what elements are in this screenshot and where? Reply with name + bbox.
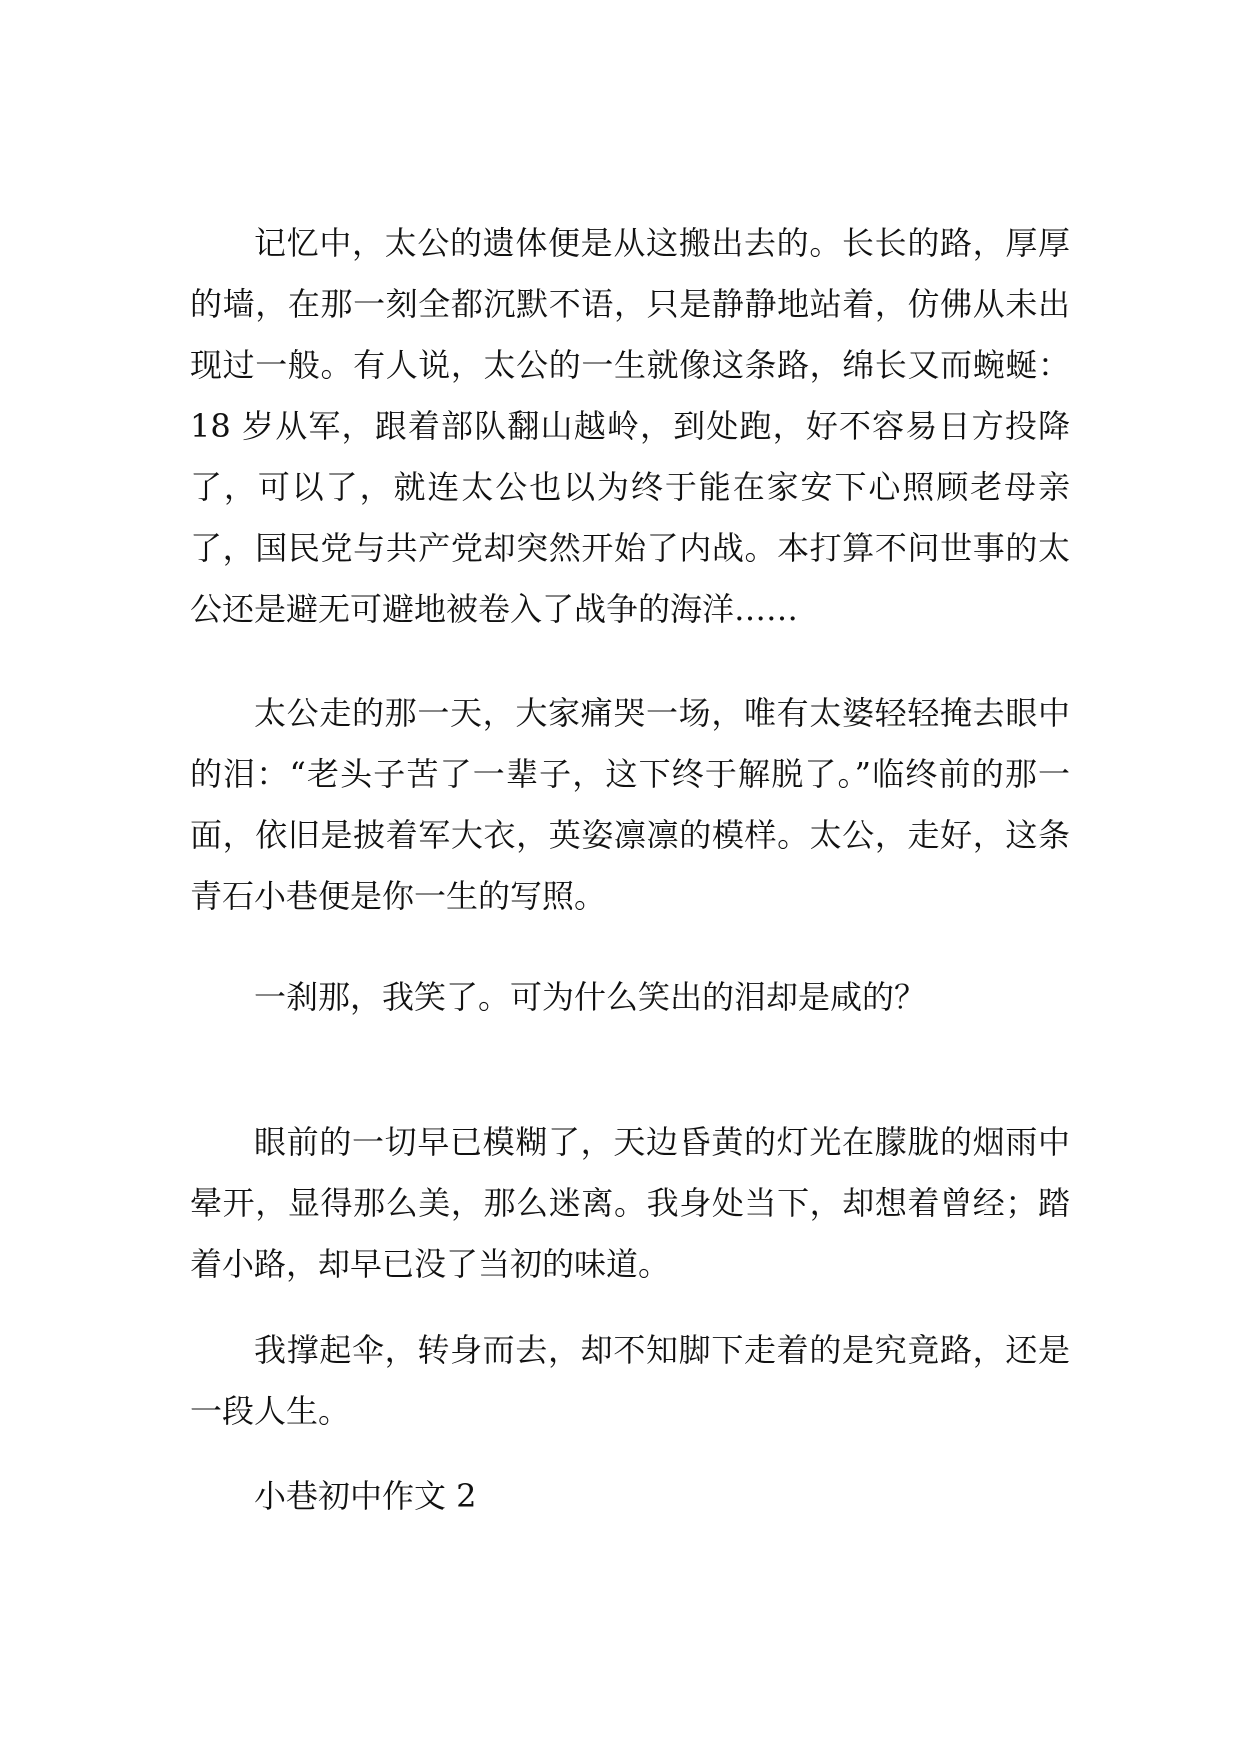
- paragraph-text: 我撑起伞，转身而去，却不知脚下走着的是究竟路，还是一段人生。: [190, 1331, 1070, 1430]
- body-paragraph: [190, 1320, 1070, 1442]
- paragraph-text: 记忆中，太公的遗体便是从这搬出去的。长长的路，厚厚的墙，在那一刻全都沉默不语，只是静静地站着，仿佛从未出现过一般。有人说，太公的一生就像这条路，绵长又而蜿蜒：18 岁从军，跟着部队翻山越岭，到处跑，好不容易日方投降了，可以了，就连太公也以为终于能在家安下心照顾老母亲了，国民党与共产党却突然开始了内战。本打算不问世事的太公还是避无可避地被卷入了战争的海洋……: [190, 224, 1070, 628]
- body-paragraph: [190, 1112, 1070, 1295]
- section-heading: [190, 1466, 1070, 1527]
- paragraph-text: 一刹那，我笑了。可为什么笑出的泪却是咸的？: [254, 978, 927, 1016]
- body-paragraph: [190, 213, 1070, 640]
- heading-text: 小巷初中作文 2: [254, 1477, 477, 1515]
- body-paragraph: [190, 683, 1070, 927]
- body-paragraph: [190, 967, 1070, 1028]
- paragraph-text: 太公走的那一天，大家痛哭一场，唯有太婆轻轻掩去眼中的泪：“老头子苦了一辈子，这下终于解脱了。”临终前的那一面，依旧是披着军大衣，英姿凛凛的模样。太公，走好，这条青石小巷便是你一生的写照。: [190, 694, 1070, 915]
- paragraph-text: 眼前的一切早已模糊了，天边昏黄的灯光在朦胧的烟雨中晕开，显得那么美，那么迷离。我身处当下，却想着曾经；踏着小路，却早已没了当初的味道。: [190, 1123, 1070, 1283]
